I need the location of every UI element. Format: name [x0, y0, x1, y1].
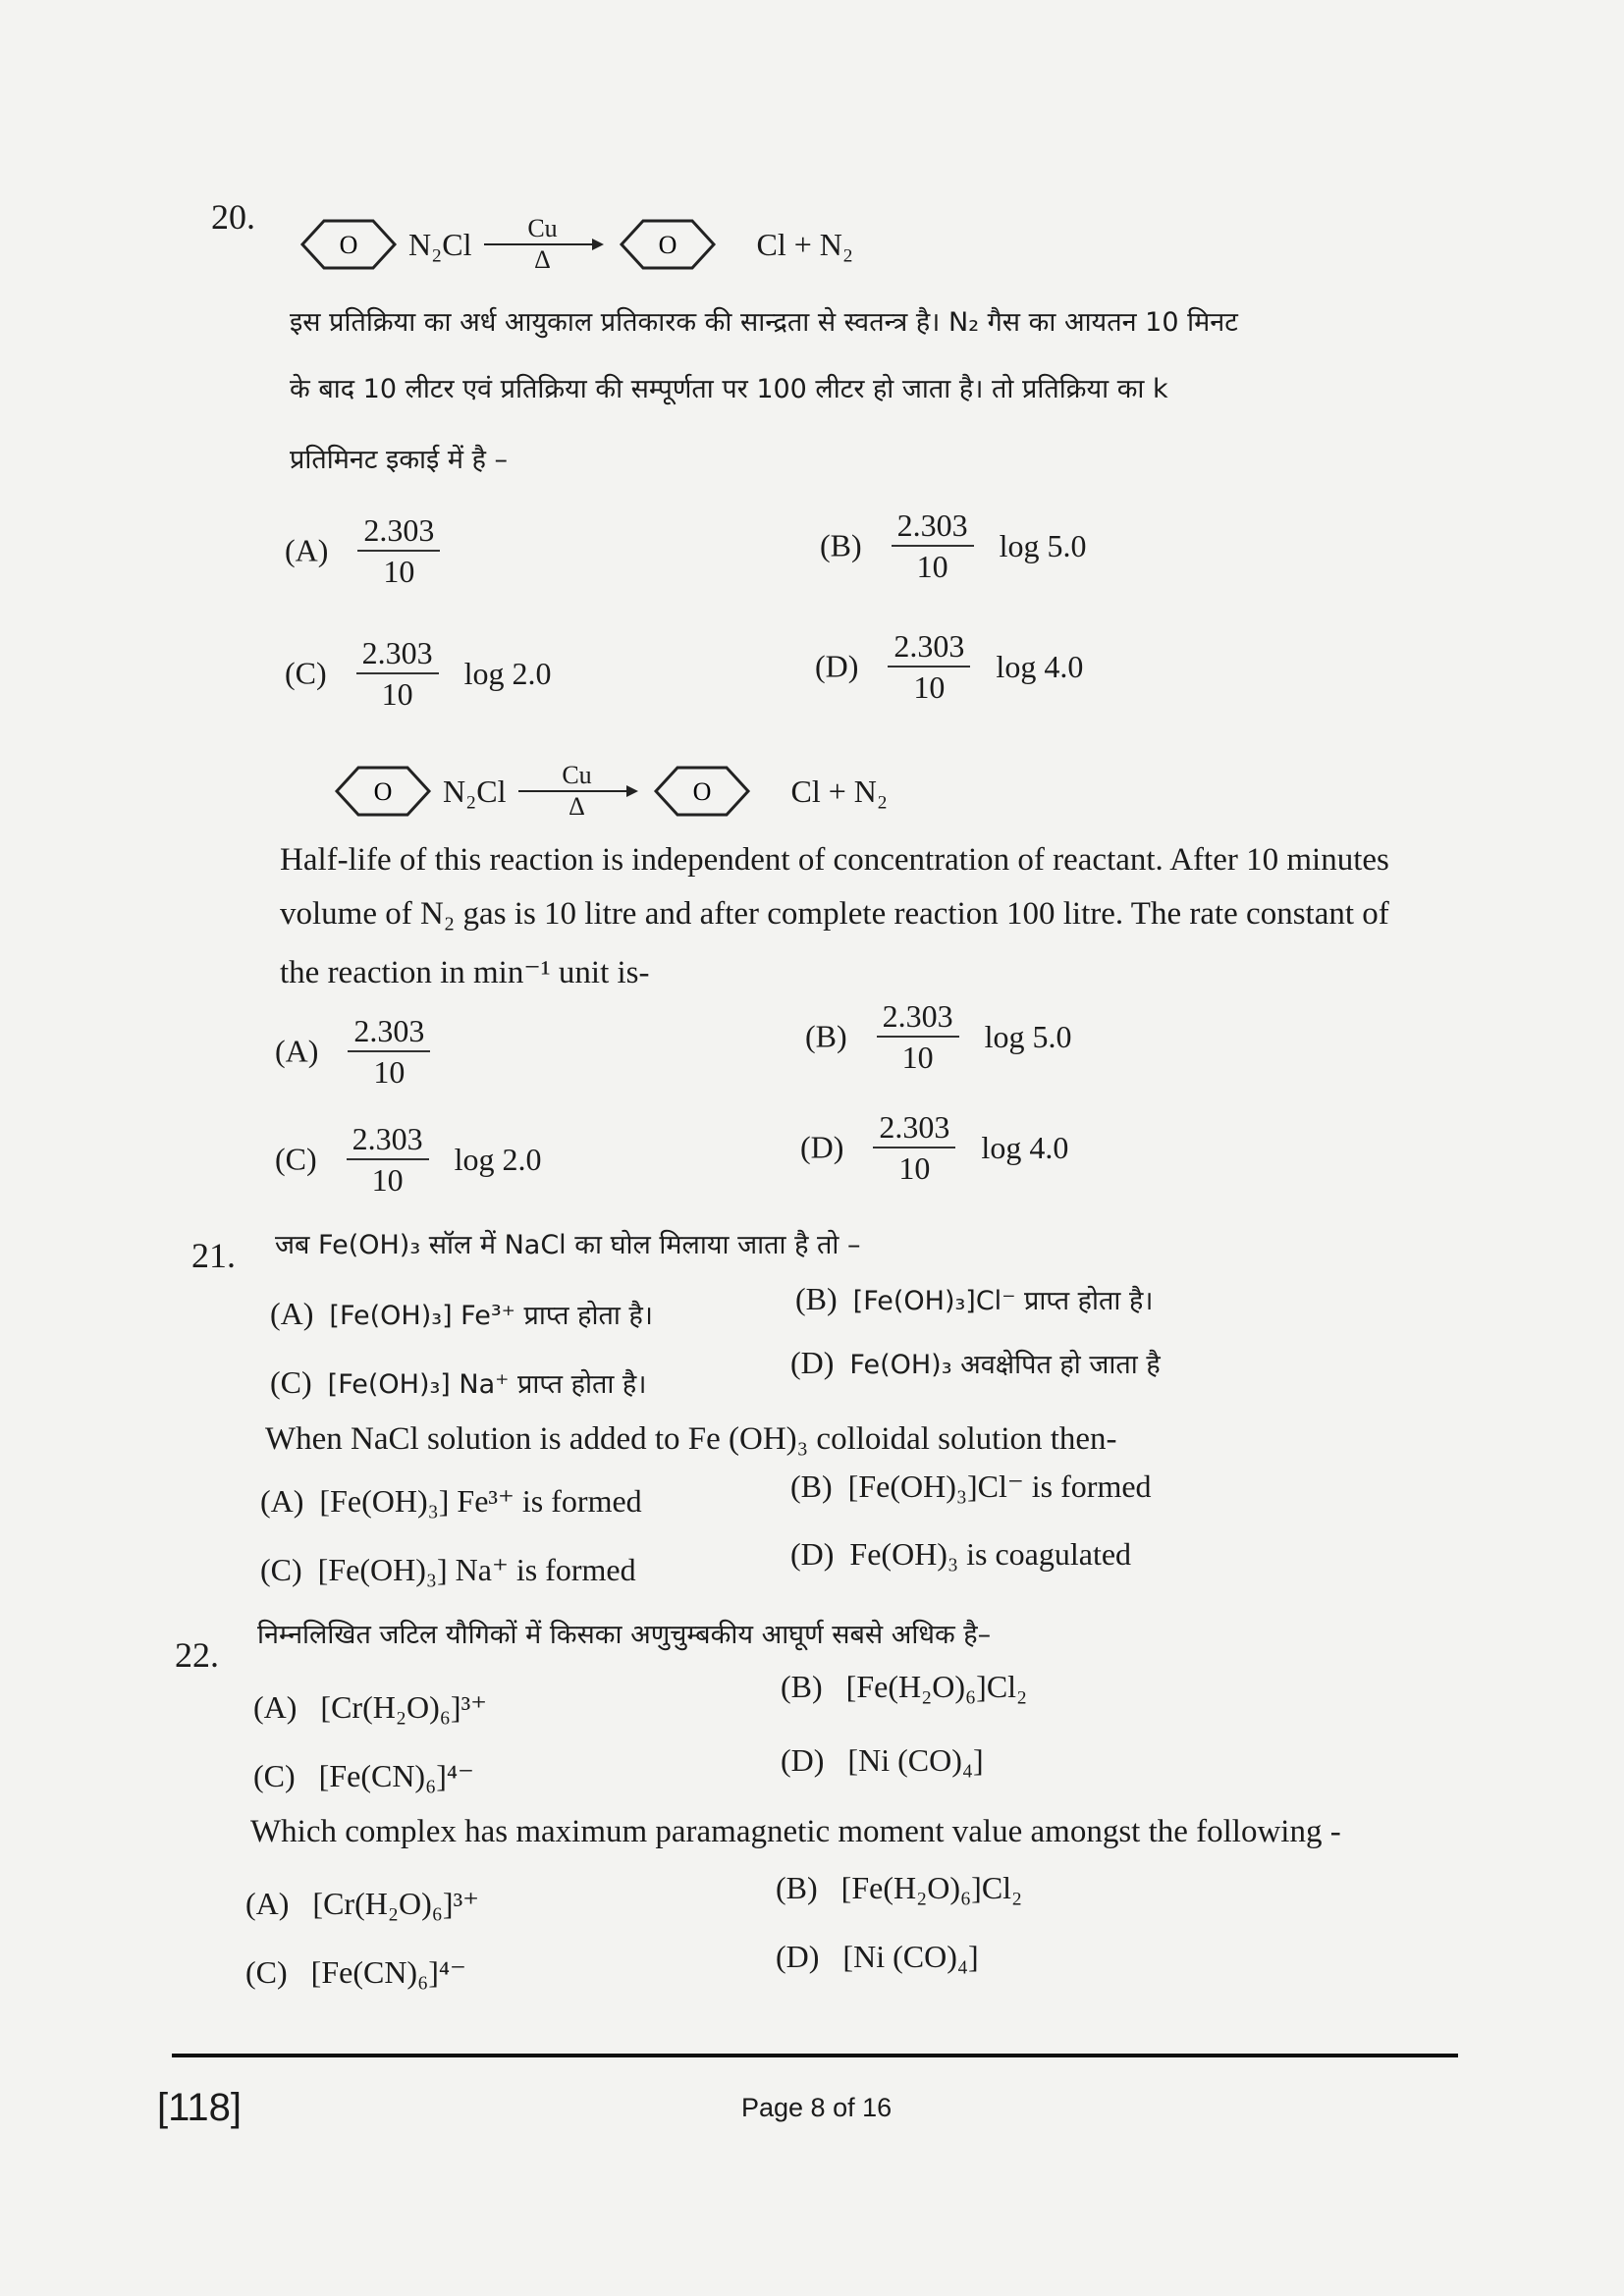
- q20-english-line-2: volume of N₂ gas is 10 litre and after complete reaction 100 litre. The rate constant of: [280, 896, 1389, 932]
- svg-text:O: O: [373, 777, 393, 806]
- question-20-number: 20.: [211, 197, 255, 237]
- q22-english-option-d: (D) [Ni (CO)₄]: [776, 1939, 979, 1974]
- q20-english-option-b: (B) $\frac{2.303}{10}$ log 5.0: [805, 998, 1072, 1075]
- footer-divider: [172, 2054, 1458, 2057]
- benzene-ring-icon: [614, 217, 722, 272]
- q22-hindi-stem: निम्नलिखित जटिल यौगिकों में किसका अणुचुम्बकीय आघूर्ण सबसे अधिक है–: [257, 1620, 992, 1650]
- q20-hindi-option-a: (A) $\frac{2.303}{10}$: [285, 510, 440, 591]
- q21-hindi-option-c: (C) [Fe(OH)₃] Na⁺ प्राप्त होता है।: [270, 1364, 647, 1400]
- q21-hindi-option-b: (B) [Fe(OH)₃]Cl⁻ प्राप्त होता है।: [795, 1281, 1154, 1316]
- q20-hindi-line-1: इस प्रतिक्रिया का अर्ध आयुकाल प्रतिकारक की सान्द्रता से स्वतन्त्र है। N₂ गैस का आयतन 10 मिनट: [290, 307, 1238, 338]
- q20-english-option-c: (C) $\frac{2.303}{10}$ log 2.0: [275, 1121, 542, 1198]
- q22-english-option-c: (C) [Fe(CN)₆]⁴⁻: [245, 1954, 466, 1990]
- q21-english-option-d: (D) Fe(OH)₃ is coagulated: [790, 1536, 1132, 1572]
- q22-english-option-b: (B) [Fe(H₂O)₆]Cl₂: [776, 1870, 1023, 1905]
- reaction-product: Cl + N₂: [756, 226, 854, 262]
- q22-hindi-option-d: (D) [Ni (CO)₄]: [781, 1742, 984, 1778]
- q20-hindi-line-2: के बाद 10 लीटर एवं प्रतिक्रिया की सम्पूर्णता पर 100 लीटर हो जाता है। तो प्रतिक्रिया का k: [290, 374, 1168, 404]
- question-21-number: 21.: [191, 1236, 236, 1275]
- svg-text:O: O: [692, 777, 711, 806]
- q20-english-option-a: (A) $\frac{2.303}{10}$: [275, 1011, 430, 1092]
- reactant-group: N₂Cl: [408, 226, 472, 262]
- q21-hindi-option-a: (A) [Fe(OH)₃] Fe³⁺ प्राप्त होता है।: [270, 1296, 654, 1331]
- benzene-ring-icon: [648, 764, 756, 819]
- q20-hindi-option-d: (D) $\frac{2.303}{10}$ log 4.0: [815, 628, 1084, 705]
- benzene-ring-icon: [295, 217, 403, 272]
- svg-text:O: O: [658, 231, 677, 259]
- page-number: Page 8 of 16: [741, 2093, 893, 2122]
- q21-english-option-c: (C) [Fe(OH)₃] Na⁺ is formed: [260, 1552, 636, 1587]
- q20-english-option-d: (D) $\frac{2.303}{10}$ log 4.0: [800, 1109, 1069, 1186]
- svg-text:O: O: [339, 231, 358, 259]
- q20-english-line-1: Half-life of this reaction is independent of concentration of reactant. After 10 minutes: [280, 842, 1389, 878]
- q22-hindi-option-b: (B) [Fe(H₂O)₆]Cl₂: [781, 1669, 1028, 1704]
- q21-hindi-stem: जब Fe(OH)₃ सॉल में NaCl का घोल मिलाया जाता है तो –: [275, 1230, 861, 1260]
- reaction-arrow: Cu Δ: [484, 214, 602, 275]
- q20-english-line-3: the reaction in min⁻¹ unit is-: [280, 955, 650, 990]
- paper-code: [118]: [157, 2086, 242, 2129]
- q20-reaction-english: O N₂Cl Cu Δ O Cl + N₂: [329, 761, 888, 822]
- q20-reaction-hindi: [295, 214, 853, 275]
- q21-english-option-a: (A) [Fe(OH)₃] Fe³⁺ is formed: [260, 1483, 642, 1519]
- q20-hindi-option-b: (B) $\frac{2.303}{10}$ log 5.0: [820, 507, 1087, 584]
- q21-hindi-option-d: (D) Fe(OH)₃ अवक्षेपित हो जाता है: [790, 1345, 1161, 1380]
- q21-english-stem: When NaCl solution is added to Fe (OH)₃ colloidal solution then-: [265, 1421, 1117, 1457]
- q22-hindi-option-c: (C) [Fe(CN)₆]⁴⁻: [253, 1758, 474, 1793]
- q20-hindi-option-c: (C) $\frac{2.303}{10}$ log 2.0: [285, 635, 552, 712]
- q22-english-stem: Which complex has maximum paramagnetic moment value amongst the following -: [250, 1814, 1341, 1849]
- q22-english-option-a: (A) [Cr(H₂O)₆]³⁺: [245, 1886, 480, 1921]
- benzene-ring-icon: [329, 764, 437, 819]
- q22-hindi-option-a: (A) [Cr(H₂O)₆]³⁺: [253, 1689, 488, 1725]
- q21-english-option-b: (B) [Fe(OH)₃]Cl⁻ is formed: [790, 1468, 1152, 1504]
- question-22-number: 22.: [175, 1635, 219, 1675]
- q20-hindi-line-3: प्रतिमिनट इकाई में है –: [290, 445, 509, 475]
